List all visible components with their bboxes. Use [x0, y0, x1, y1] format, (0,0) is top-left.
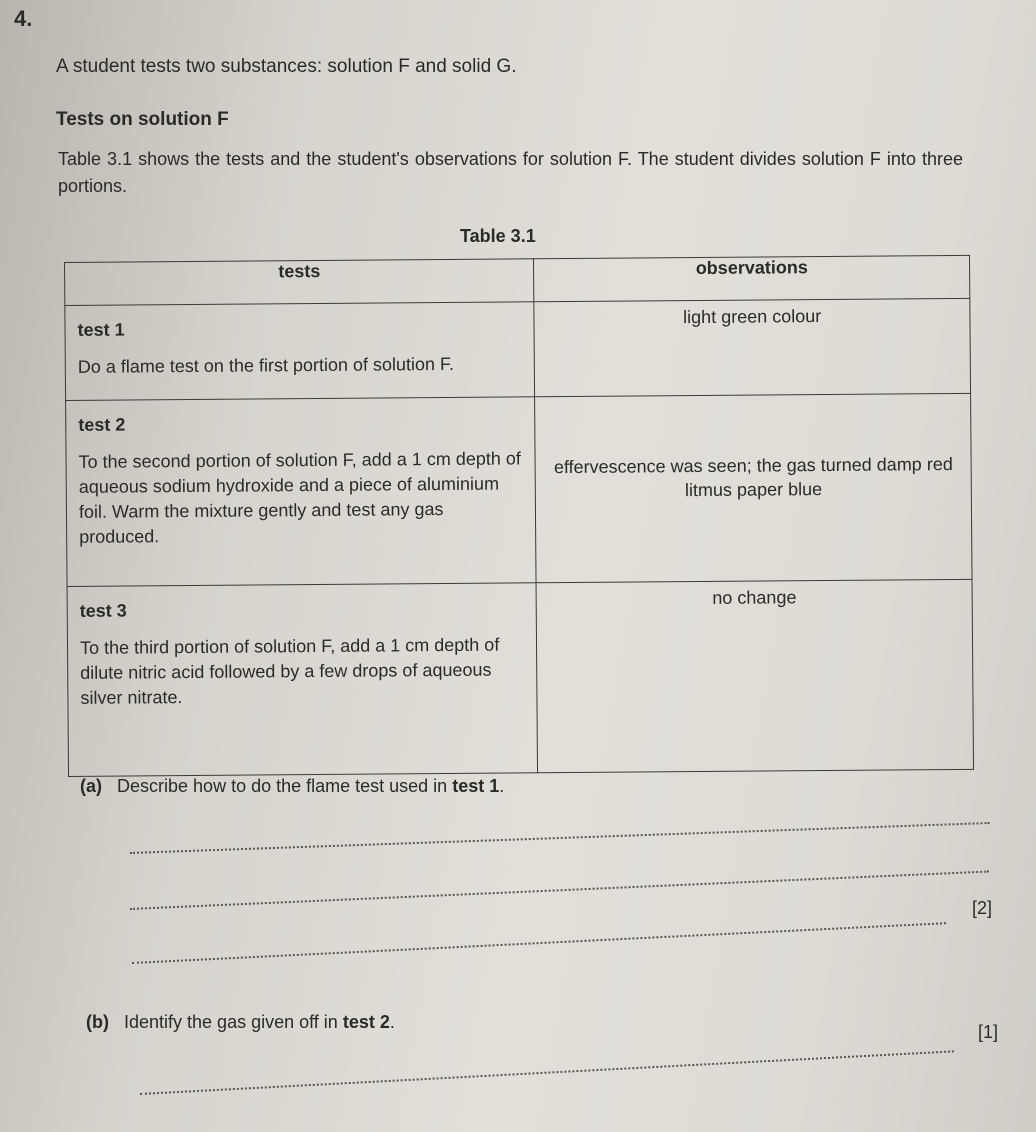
answer-line-a3[interactable]	[132, 922, 946, 964]
table-caption: Table 3.1	[460, 226, 536, 246]
part-b-end: .	[389, 1012, 395, 1032]
part-a-marks: [2]	[972, 898, 993, 918]
test-description: To the second portion of solution F, add a 1 cm depth of aqueous sodium hydroxide and a piece of aluminium foil. Warm the mixture gently and test any gas produced.	[78, 448, 521, 547]
answer-line-a1[interactable]	[130, 822, 990, 854]
table-row	[66, 393, 972, 586]
test-cell	[66, 397, 537, 587]
observation-cell	[534, 298, 970, 396]
table-row	[67, 579, 973, 776]
observation-cell	[535, 393, 972, 582]
test-description: Do a flame test on the first portion of solution F.	[77, 353, 455, 377]
part-a-end: .	[499, 776, 505, 796]
part-b-marks: [1]	[978, 1022, 999, 1042]
observation-text: no change	[712, 587, 797, 608]
part-a-prompt: Describe how to do the flame test used in	[117, 776, 448, 796]
observation-text: light green colour	[683, 306, 822, 328]
part-a-reference: test 1	[452, 776, 500, 796]
table-header-row	[65, 255, 970, 305]
test-description: To the third portion of solution F, add a 1 cm depth of dilute nitric acid followed by a few drops of aqueous silver nitrate.	[79, 634, 500, 708]
instructions-paragraph: Table 3.1 shows the tests and the student's observations for solution F. The student divides solution F into three portions.	[58, 149, 963, 196]
observations-table	[64, 255, 974, 777]
test-label: test 3	[79, 600, 127, 621]
part-b-prompt: Identify the gas given off in	[124, 1012, 338, 1032]
question-number: 4.	[14, 6, 33, 31]
part-b-reference: test 2	[342, 1012, 390, 1032]
question-part-a	[80, 776, 504, 797]
answer-line-a2[interactable]	[130, 870, 989, 910]
question-part-b	[86, 1012, 395, 1033]
observation-cell	[536, 579, 973, 772]
section-heading: Tests on solution F	[56, 109, 229, 130]
test-label: test 2	[78, 414, 126, 435]
test-label: test 1	[77, 319, 125, 340]
part-a-label: (a)	[80, 776, 102, 796]
test-cell	[65, 302, 535, 401]
table-row	[65, 298, 971, 400]
test-cell	[67, 583, 538, 777]
observation-text: effervescence was seen; the gas turned damp red litmus paper blue	[553, 454, 953, 501]
part-b-label: (b)	[86, 1012, 109, 1032]
header-tests: tests	[65, 259, 535, 306]
header-observations: observations	[534, 255, 970, 301]
answer-line-b[interactable]	[140, 1050, 954, 1095]
question-intro: A student tests two substances: solution F and solid G.	[56, 56, 517, 77]
